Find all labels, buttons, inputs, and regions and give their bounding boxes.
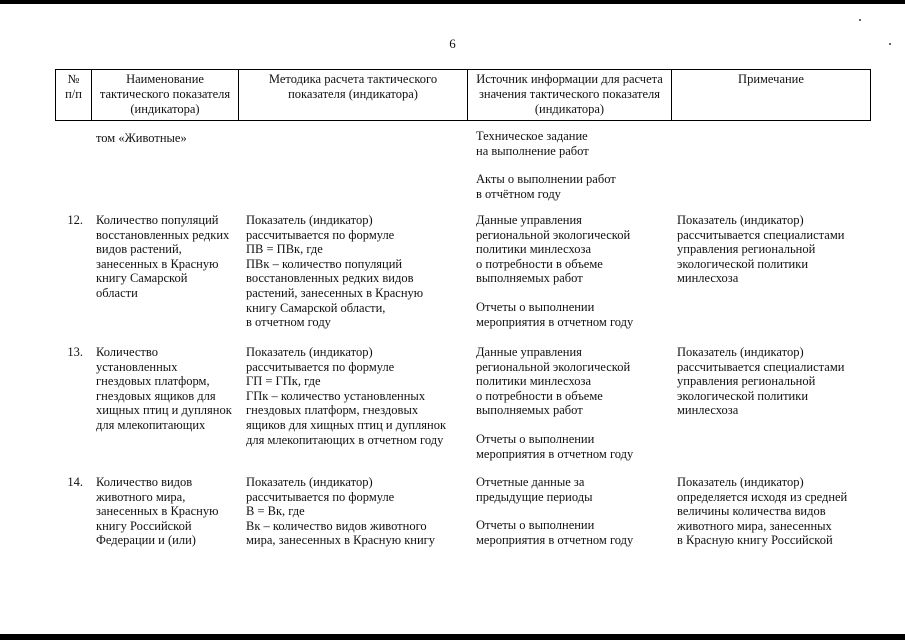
text-line: для млекопитающих [96, 417, 206, 432]
calculation-method [246, 475, 435, 548]
text-line: рассчитывается специалистами [677, 359, 845, 374]
text-line: минлесхоза [677, 271, 739, 286]
text-line: животного мира, [96, 489, 186, 504]
text-line: рассчитывается по формуле [246, 227, 395, 242]
text-line: экологической политики [677, 256, 809, 271]
header-method [239, 70, 468, 121]
text-line: Вк – количество видов животного [246, 518, 427, 533]
scan-bottom-border [0, 634, 905, 640]
text-line: Примечание [738, 72, 804, 86]
text-line: восстановленных редких [96, 227, 230, 242]
text-line: Количество видов [96, 475, 193, 489]
text-line: политики минлесхоза [476, 374, 592, 389]
text-line: Наименование [126, 72, 204, 86]
text-line: управления региональной [677, 242, 816, 257]
text-line: Данные управления [476, 345, 582, 359]
text-line: Количество [96, 345, 158, 359]
text-line: п/п [65, 87, 82, 101]
header-note [672, 70, 871, 121]
text-line: мира, занесенных в Красную книгу [246, 533, 436, 548]
text-line: установленных [96, 359, 178, 374]
scan-speck [859, 19, 861, 21]
text-line: предыдущие периоды [476, 489, 593, 504]
text-line: Количество популяций [96, 213, 219, 227]
text-line: книгу Российской [96, 518, 192, 533]
header-number [56, 70, 92, 121]
text-line: видов растений, [96, 242, 182, 257]
text-line: тактического показателя [99, 87, 231, 101]
text-line: Показатель (индикатор) [677, 213, 804, 227]
text-line: Отчеты о выполнении [476, 431, 595, 446]
text-line: Показатель (индикатор) [677, 475, 804, 489]
text-line: Показатель (индикатор) [246, 475, 373, 489]
text-line: Данные управления [476, 213, 582, 227]
text-line: выполняемых работ [476, 403, 583, 418]
text-line: Отчетные данные за [476, 475, 585, 489]
text-line: занесенных в Красную [96, 256, 219, 271]
text-line: том «Животные» [96, 131, 187, 145]
text-line: выполняемых работ [476, 271, 583, 286]
text-line: ГПк – количество установленных [246, 388, 426, 403]
text-line: рассчитывается по формуле [246, 489, 395, 504]
information-source [476, 475, 633, 547]
text-line: восстановленных редких видов [246, 271, 414, 286]
text-line: гнездовых ящиков для [96, 388, 216, 403]
indicator-name [96, 345, 232, 433]
text-line: в отчётном году [476, 186, 561, 201]
calculation-method [246, 345, 446, 447]
text-line: определяется исходя из средней [677, 489, 848, 504]
header-indicator-name [92, 70, 239, 121]
text-line: Отчеты о выполнении [476, 299, 595, 314]
continuation-name [96, 131, 187, 146]
information-source [476, 345, 633, 461]
continuation-source [476, 129, 616, 201]
text-line: гнездовых платформ, [96, 374, 210, 389]
text-line: мероприятия в отчетном году [476, 532, 634, 547]
text-line: (индикатора) [130, 102, 200, 116]
text-line: Показатель (индикатор) [677, 345, 804, 359]
text-line: рассчитывается специалистами [677, 227, 845, 242]
text-line: растений, занесенных в Красную [246, 285, 424, 300]
text-line: о потребности в объеме [476, 388, 603, 403]
table-header [55, 69, 871, 121]
calculation-method [246, 213, 423, 330]
text-line: Федерации и (или) [96, 533, 196, 548]
row-number: 12. [67, 213, 83, 227]
text-line: в Красную книгу Российской [677, 533, 833, 548]
text-line: для млекопитающих в отчетном году [246, 432, 444, 447]
text-line: рассчитывается по формуле [246, 359, 395, 374]
text-line: ПВк – количество популяций [246, 256, 403, 271]
text-line: экологической политики [677, 388, 809, 403]
text-line: Техническое задание [476, 129, 588, 143]
text-line: мероприятия в отчетном году [476, 314, 634, 329]
text-line: № [67, 72, 80, 86]
scan-top-border [0, 0, 905, 4]
text-line: региональной экологической [476, 227, 631, 242]
text-line: на выполнение работ [476, 143, 589, 158]
text-line: (индикатора) [534, 102, 605, 116]
header-source [468, 70, 672, 121]
note [677, 213, 844, 286]
text-line: мероприятия в отчетном году [476, 446, 634, 461]
information-source [476, 213, 633, 329]
text-line: Методика расчета тактического [268, 72, 438, 86]
row-number: 14. [67, 475, 83, 489]
text-line: о потребности в объеме [476, 256, 603, 271]
text-line: Источник информации для расчета [476, 72, 663, 86]
text-line: величины количества видов [677, 504, 826, 519]
text-line: книгу Самарской области, [246, 300, 386, 315]
text-line: занесенных в Красную [96, 504, 219, 519]
indicator-name [96, 475, 218, 548]
text-line: минлесхоза [677, 403, 739, 418]
text-line: ПВ = ПВк, где [246, 242, 323, 257]
text-line: ГП = ГПк, где [246, 374, 321, 389]
text-line: ящиков для хищных птиц и дуплянок [246, 417, 447, 432]
text-line: животного мира, занесенных [677, 518, 832, 533]
indicator-name [96, 213, 229, 301]
note [677, 345, 844, 418]
text-line: показателя (индикатора) [288, 87, 418, 101]
text-line: Акты о выполнении работ [476, 172, 616, 187]
text-line: региональной экологической [476, 359, 631, 374]
text-line: управления региональной [677, 374, 816, 389]
text-line: в отчетном году [246, 315, 331, 330]
text-line: гнездовых платформ, гнездовых [246, 403, 419, 418]
text-line: Отчеты о выполнении [476, 518, 595, 533]
text-line: Показатель (индикатор) [246, 213, 373, 227]
text-line: области [96, 285, 138, 300]
text-line: В = Вк, где [246, 504, 305, 519]
text-line: хищных птиц и дуплянок [96, 403, 232, 418]
text-line: значения тактического показателя [478, 87, 661, 101]
row-number: 13. [67, 345, 83, 359]
note [677, 475, 847, 548]
text-line: книгу Самарской [96, 271, 188, 286]
page-number: 6 [449, 36, 456, 51]
text-line: Показатель (индикатор) [246, 345, 373, 359]
text-line: политики минлесхоза [476, 242, 592, 257]
